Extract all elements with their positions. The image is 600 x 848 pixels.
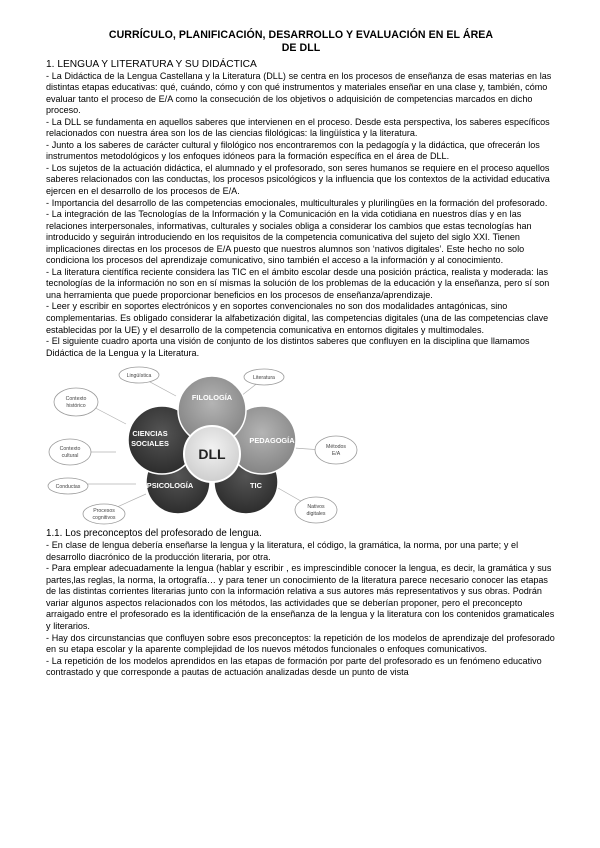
- title-line-1: CURRÍCULO, PLANIFICACIÓN, DESARROLLO Y EVALUACIÓN EN EL ÁREA: [108, 29, 494, 41]
- paragraph: - Para emplear adecuadamente la lengua (hablar y escribir , es imprescindible conocer la lengua, es decir, la gramática y sus partes,las reglas, la norma, la ortografía… y para tener un conocimiento de la literatura parece necesario conocer las etapas de las distintas corrientes literarias junto con la información relativa a sus autores más representativos y sus obras. Podrán variar algunos aspectos relacionados con los métodos, las actividades que se deberían proponer, pero el preconcepto arraigado entre el profesorado es la identificación de la enseñanza de la lengua y la literatura con los contenidos gramaticales y literarios.: [46, 563, 555, 631]
- bubble-nativos-digitales: [295, 497, 337, 523]
- bubble-conductas: [48, 478, 88, 494]
- svg-text:histórico: histórico: [66, 403, 86, 410]
- svg-text:Lingüística: Lingüística: [126, 373, 152, 380]
- bubble-contexto-historico: [54, 388, 98, 416]
- svg-text:FILOLOGÍA: FILOLOGÍA: [191, 393, 233, 403]
- svg-text:Métodos: Métodos: [326, 444, 346, 451]
- paragraph: - La integración de las Tecnologías de la Información y la Comunicación en la vida cotidiana en nuestros días y en las relaciones interpersonales, informativas, culturales y sociales obliga a considerar los cambios que estas tecnologías han introducido y seguirán introduciendo en los requisitos de la competencia comunicativa del sujeto del siglo XXI. Tienen implicaciones directas en los procesos de E/A puesto que nuestros alumnos son ‘nativos digitales’. Este hecho no solo condiciona los procesos del aprendizaje comunicativo, sino también el acceso a la información y al conocimiento.: [46, 209, 532, 266]
- bubble-literatura: [244, 369, 284, 385]
- paragraph: - La DLL se fundamenta en aquellos saberes que intervienen en el proceso. Desde esta perspectiva, los saberes específicos relacionados con nuestra área son los de las ciencias filológicas: la lingüística y la literatura.: [46, 116, 550, 139]
- bubble-linguistica: [119, 367, 159, 383]
- svg-text:cultural: cultural: [61, 453, 79, 460]
- svg-text:CIENCIAS: CIENCIAS: [132, 429, 168, 439]
- title-line-2: DE DLL: [281, 42, 321, 54]
- svg-text:PSICOLOGÍA: PSICOLOGÍA: [146, 481, 194, 491]
- dll-diagram-figure: [46, 364, 372, 525]
- paragraph: - El siguiente cuadro aporta una visión de conjunto de los distintos saberes que confluyen en la disciplina que llamamos Didáctica de la Lengua y la Literatura.: [46, 336, 530, 358]
- svg-text:cognitivos: cognitivos: [92, 515, 116, 522]
- paragraph: - Leer y escribir en soportes electrónicos y en soportes convencionales no son dos modalidades antagónicas, sino complementarias. Es obligado considerar la alfabetización digital, las competencias digitales (una de las competencias clave establecidas por la UE) y el desarrollo de la competencia comunicativa en entornos digitales y multimodales.: [46, 301, 549, 335]
- svg-text:Conductas: Conductas: [55, 484, 81, 491]
- center-dll: [184, 426, 240, 482]
- svg-text:Contexto: Contexto: [59, 446, 81, 453]
- paragraph: - La repetición de los modelos aprendidos en las etapas de formación por parte del profesorado es un fenómeno educativo contrastado y que corresponde a pautas de actuación analizadas desde un punto de vista: [46, 655, 542, 678]
- svg-text:Nativos: Nativos: [307, 504, 325, 511]
- paragraph: - La Didáctica de la Lengua Castellana y la Literatura (DLL) se centra en los procesos de enseñanza de esas materias en las distintas etapas educativas: qué, cuándo, cómo y con qué instrumentos y materiales enseñar en una clase y, también, cómo evaluar tanto el proceso de E/A como la consecución de los objetivos o adquisición de competencias marcados en dicho proceso.: [46, 70, 552, 116]
- svg-text:digitales: digitales: [306, 511, 326, 518]
- paragraph: - Hay dos circunstancias que confluyen sobre esos preconceptos: la repetición de los modelos de aprendizaje del profesorado en su etapa escolar y la aparente complejidad de los nuevos métodos funcionales o enfoques comunicativos.: [46, 632, 555, 655]
- subsection-heading: 1.1. Los preconceptos del profesorado de lengua.: [46, 528, 262, 540]
- section-heading: 1. LENGUA Y LITERATURA Y SU DIDÁCTICA: [46, 59, 257, 70]
- paragraph: - Los sujetos de la actuación didáctica, el alumnado y el profesorado, son seres humanos se requiere en el proceso aquellos saberes relacionados con las conductas, los procesos psicológicos y la influencia que los contextos de la actividad educativa ejercen en el desarrollo de los procesos de E/A.: [46, 162, 550, 196]
- bubble-metodos: [315, 436, 357, 464]
- paragraph: - Junto a los saberes de carácter cultural y filológico nos encontraremos con la pedagogía y la didáctica, que ofrecerán los instrumentos metodológicos y los enfoques idóneos para la formación específica en el área de DLL.: [46, 139, 540, 162]
- bubble-procesos-cognitivos: [83, 504, 125, 524]
- svg-text:Contexto: Contexto: [65, 396, 87, 403]
- svg-text:E/A: E/A: [331, 451, 341, 458]
- svg-text:Literatura: Literatura: [253, 375, 275, 382]
- svg-text:SOCIALES: SOCIALES: [131, 439, 169, 449]
- svg-text:PEDAGOGÍA: PEDAGOGÍA: [249, 436, 295, 446]
- bubble-contexto-cultural: [49, 439, 91, 465]
- document-title: [46, 0, 556, 55]
- paragraph: - En clase de lengua debería enseñarse la lengua y la literatura, el código, la gramática, la norma, por una parte; y el desarrollo diacrónico de la producción literaria, por otra.: [46, 540, 519, 562]
- paragraph: - Importancia del desarrollo de las competencias emocionales, multiculturales y plurilingües en la formación del profesorado.: [46, 197, 548, 208]
- svg-text:TIC: TIC: [250, 481, 262, 491]
- paragraph: - La literatura científica reciente considera las TIC en el ámbito escolar desde una posición práctica, realista y moderada: las tecnologías de la información no son en sí mismas la solución de los problemas de la educación y la enseñanza, pero sí son una herramienta que puede proporcionar beneficios en los procesos de enseñanza/aprendizaje.: [46, 266, 550, 300]
- svg-text:DLL: DLL: [198, 446, 226, 463]
- svg-text:Procesos: Procesos: [93, 508, 115, 515]
- dll-diagram: [46, 364, 372, 525]
